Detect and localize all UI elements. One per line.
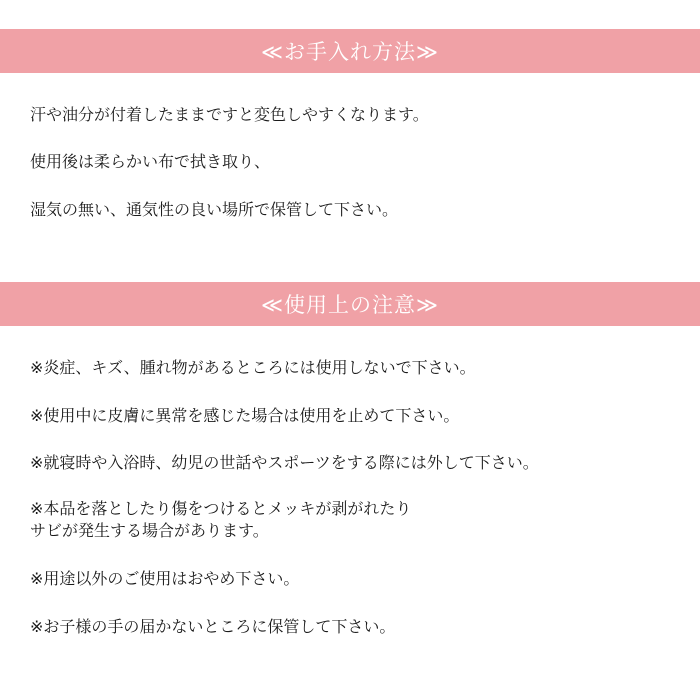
- care-section-banner: [0, 29, 700, 73]
- caution-section-banner: [0, 282, 700, 326]
- caution-section-title: ≪使用上の注意≫: [261, 293, 439, 317]
- caution-item: ※用途以外のご使用はおやめ下さい。: [30, 569, 300, 588]
- caution-item: ※お子様の手の届かないところに保管して下さい。: [30, 617, 396, 636]
- caution-item: ※就寝時や入浴時、幼児の世話やスポーツをする際には外して下さい。: [30, 453, 539, 472]
- care-line: 汗や油分が付着したままですと変色しやすくなります。: [30, 105, 429, 124]
- care-line: 使用後は柔らかい布で拭き取り、: [30, 152, 271, 171]
- care-section-title: ≪お手入れ方法≫: [261, 40, 439, 64]
- care-line: 湿気の無い、通気性の良い場所で保管して下さい。: [30, 200, 399, 219]
- caution-item: ※本品を落としたり傷をつけるとメッキが剥がれたり: [30, 499, 412, 518]
- caution-item: ※炎症、キズ、腫れ物があるところには使用しないで下さい。: [30, 358, 476, 377]
- caution-item: ※使用中に皮膚に異常を感じた場合は使用を止めて下さい。: [30, 406, 460, 425]
- caution-item-continuation: サビが発生する場合があります。: [30, 521, 269, 540]
